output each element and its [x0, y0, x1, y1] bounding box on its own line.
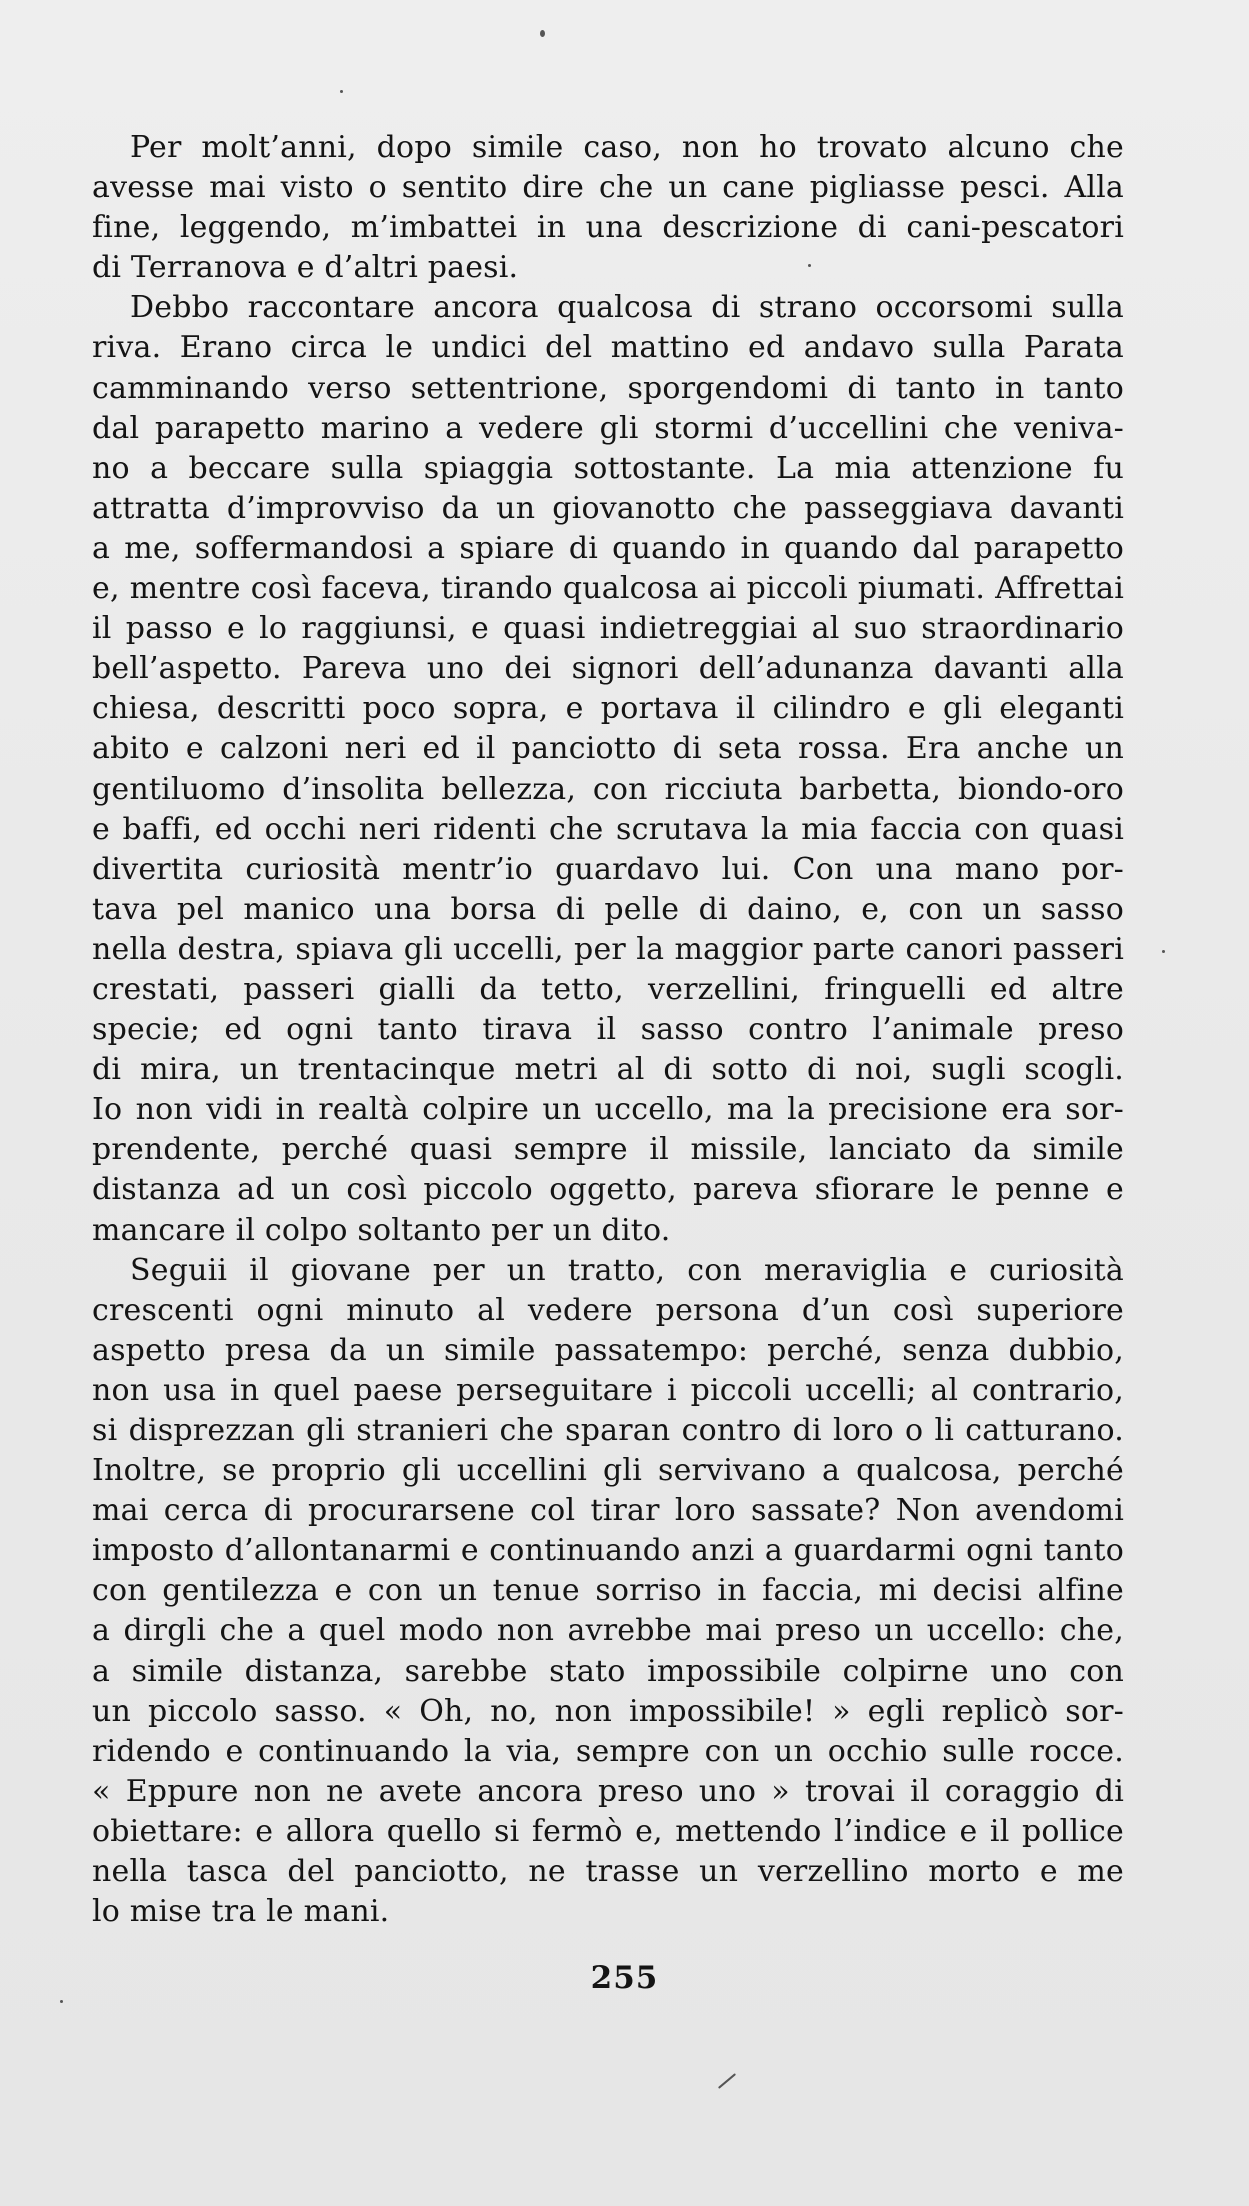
text-line: mai cerca di procurarsene col tirar loro sassate? Non avendomi — [92, 1493, 1124, 1529]
text-line: gentiluomo d’insolita bellezza, con ricciuta barbetta, biondo-oro — [92, 771, 1124, 807]
text-line: nella destra, spiava gli uccelli, per la maggior parte canori passeri — [92, 931, 1124, 967]
text-line: crescenti ogni minuto al vedere persona d’un così superiore — [92, 1292, 1124, 1328]
text-line: riva. Erano circa le undici del mattino ed andavo sulla Parata — [92, 330, 1124, 366]
text-line: abito e calzoni neri ed il panciotto di seta rossa. Era anche un — [92, 731, 1124, 767]
text-line: ridendo e continuando la via, sempre con un occhio sulle rocce. — [92, 1733, 1124, 1769]
text-line: con gentilezza e con un tenue sorriso in faccia, mi decisi alfine — [92, 1573, 1124, 1609]
text-line: distanza ad un così piccolo oggetto, pareva sfiorare le penne e — [92, 1172, 1124, 1208]
paper-speck — [340, 90, 343, 93]
text-line: imposto d’allontanarmi e continuando anzi a guardarmi ogni tanto — [92, 1533, 1124, 1569]
paper-speck — [540, 30, 545, 37]
text-line: no a beccare sulla spiaggia sottostante. La mia attenzione fu — [92, 450, 1124, 486]
text-line: Io non vidi in realtà colpire un uccello, ma la precisione era sor- — [92, 1092, 1124, 1128]
text-line: avesse mai visto o sentito dire che un cane pigliasse pesci. Alla — [92, 170, 1124, 206]
paper-speck — [808, 264, 811, 267]
paper-speck — [60, 2000, 63, 2003]
text-line: non usa in quel paese perseguitare i piccoli uccelli; al contrario, — [92, 1372, 1124, 1408]
text-line: « Eppure non ne avete ancora preso uno » trovai il coraggio di — [92, 1773, 1124, 1809]
text-line: a simile distanza, sarebbe stato impossibile colpirne uno con — [92, 1653, 1124, 1689]
paper-speck — [1162, 950, 1165, 953]
text-line: mancare il colpo soltanto per un dito. — [92, 1212, 671, 1248]
text-line: aspetto presa da un simile passatempo: perché, senza dubbio, — [92, 1332, 1124, 1368]
text-line: e, mentre così faceva, tirando qualcosa ai piccoli piumati. Affrettai — [92, 571, 1124, 607]
page-number: 255 — [590, 1960, 659, 1996]
text-line: di Terranova e d’altri paesi. — [92, 250, 519, 286]
text-line: a me, soffermandosi a spiare di quando in quando dal parapetto — [92, 530, 1124, 566]
text-line: divertita curiosità mentr’io guardavo lui. Con una mano por- — [92, 851, 1124, 887]
text-line: Seguii il giovane per un tratto, con meraviglia e curiosità — [130, 1252, 1124, 1288]
text-line: tava pel manico una borsa di pelle di daino, e, con un sasso — [92, 891, 1124, 927]
text-line: il passo e lo raggiunsi, e quasi indietreggiai al suo straordinario — [92, 611, 1124, 647]
text-line: crestati, passeri gialli da tetto, verzellini, fringuelli ed altre — [92, 971, 1124, 1007]
paper-speck — [718, 2073, 736, 2089]
text-line: Per molt’anni, dopo simile caso, non ho trovato alcuno che — [130, 130, 1124, 165]
text-line: bell’aspetto. Pareva uno dei signori dell’adunanza davanti alla — [92, 651, 1124, 687]
body-text — [92, 128, 1124, 1932]
text-line: lo mise tra le mani. — [92, 1894, 390, 1930]
text-line: dal parapetto marino a vedere gli stormi d’uccellini che veniva- — [92, 410, 1124, 446]
text-line: attratta d’improvviso da un giovanotto che passeggiava davanti — [92, 490, 1124, 526]
text-line: nella tasca del panciotto, ne trasse un verzellino morto e me — [92, 1854, 1124, 1890]
text-line: fine, leggendo, m’imbattei in una descrizione di cani-pescatori — [92, 210, 1124, 246]
text-line: chiesa, descritti poco sopra, e portava il cilindro e gli eleganti — [92, 691, 1124, 727]
text-line: e baffi, ed occhi neri ridenti che scrutava la mia faccia con quasi — [92, 811, 1124, 847]
text-line: si disprezzan gli stranieri che sparan contro di loro o li catturano. — [92, 1413, 1124, 1448]
text-line: prendente, perché quasi sempre il missile, lanciato da simile — [92, 1132, 1124, 1168]
text-line: obiettare: e allora quello si fermò e, mettendo l’indice e il pollice — [92, 1813, 1124, 1849]
text-line: di mira, un trentacinque metri al di sotto di noi, sugli scogli. — [92, 1052, 1124, 1088]
text-line: specie; ed ogni tanto tirava il sasso contro l’animale preso — [92, 1012, 1124, 1048]
text-line: Inoltre, se proprio gli uccellini gli servivano a qualcosa, perché — [92, 1453, 1124, 1489]
text-line: Debbo raccontare ancora qualcosa di strano occorsomi sulla — [130, 290, 1124, 326]
text-line: a dirgli che a quel modo non avrebbe mai preso un uccello: che, — [92, 1613, 1124, 1649]
text-line: camminando verso settentrione, sporgendomi di tanto in tanto — [92, 370, 1124, 406]
text-line: un piccolo sasso. « Oh, no, non impossibile! » egli replicò sor- — [92, 1693, 1124, 1729]
